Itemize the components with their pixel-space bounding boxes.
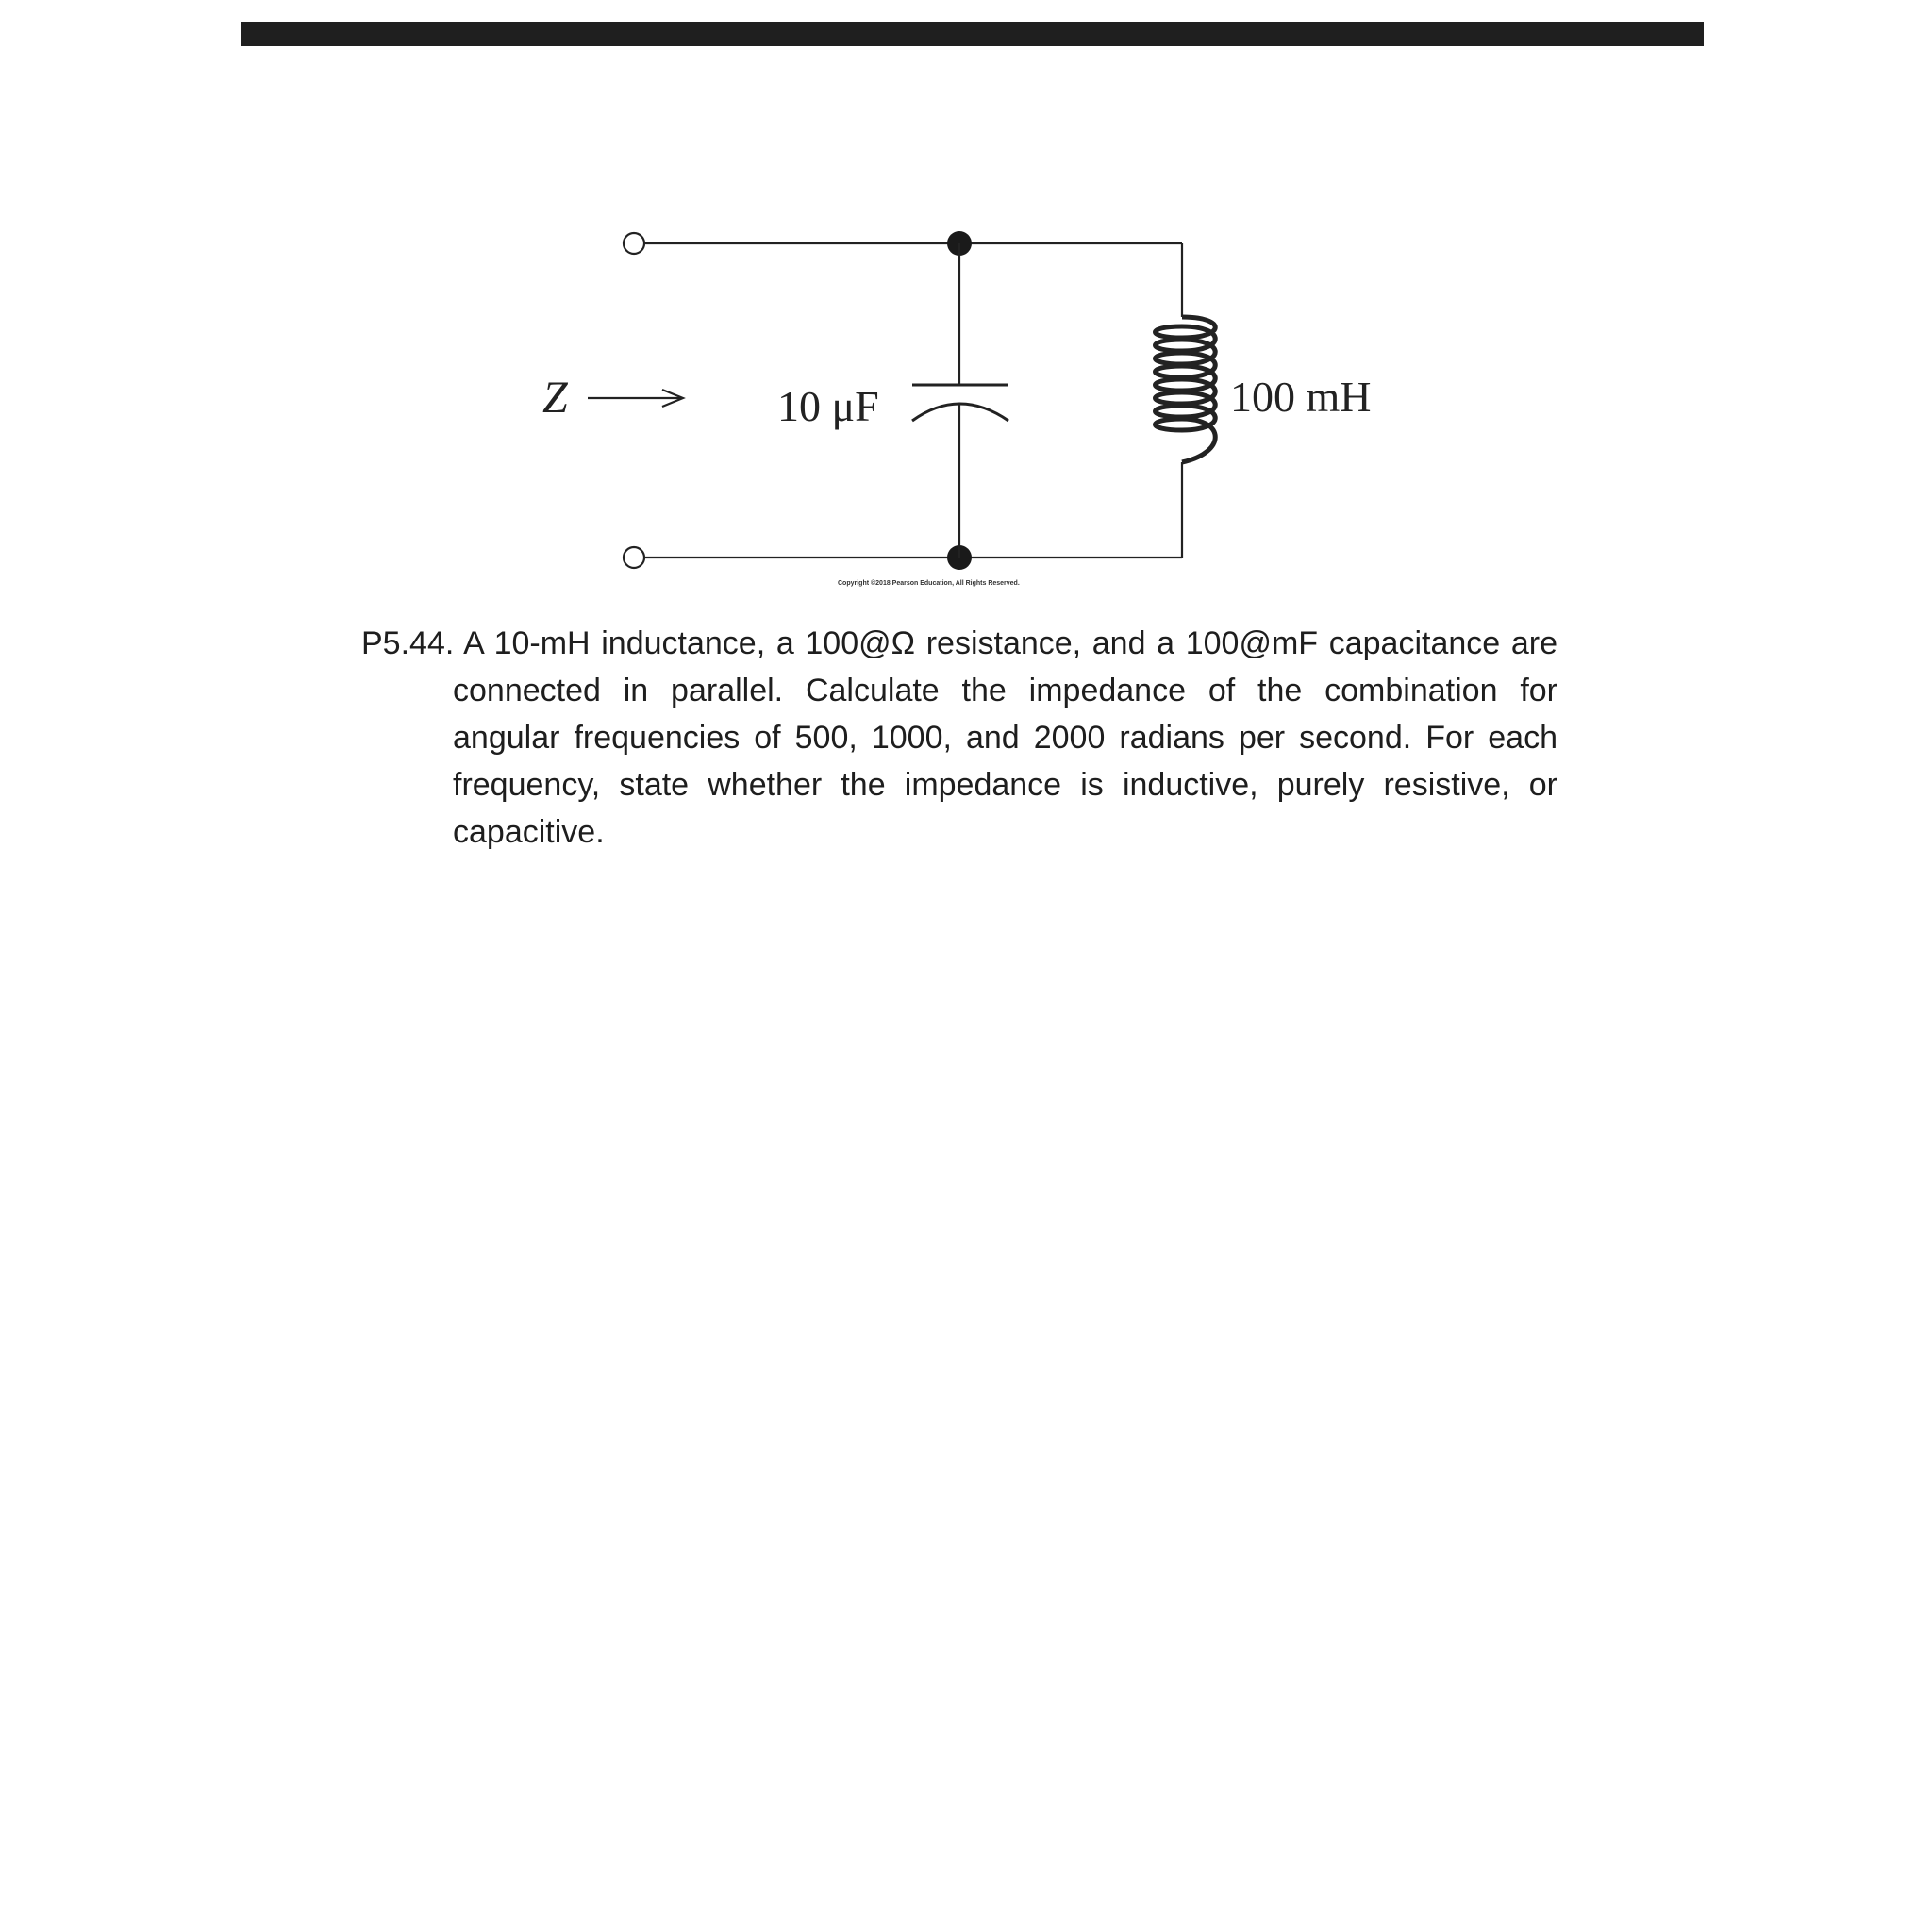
circuit-figure: [0, 0, 1932, 604]
problem-number: P5.44.: [361, 625, 455, 661]
capacitor-label: 10 μF: [777, 382, 879, 430]
problem-line-1: [361, 620, 1557, 667]
problem-text-line-5: capacitive.: [453, 814, 605, 850]
problem-text-line-4: frequency, state whether the impedance is inductive, purely resistive, or: [453, 767, 1557, 803]
inductor-label: 100 mH: [1230, 373, 1372, 421]
inductor-coil: [1156, 317, 1216, 462]
copyright-notice: Copyright ©2018 Pearson Education, All Rights Reserved.: [838, 580, 1020, 587]
top-terminal: [624, 233, 644, 254]
problem-text-line-2: connected in parallel. Calculate the impedance of the combination for: [453, 673, 1557, 708]
problem-text-line-3: angular frequencies of 500, 1000, and 2000 radians per second. For each: [453, 720, 1557, 756]
problem-statement: [361, 620, 1557, 856]
impedance-label: Z: [542, 373, 568, 423]
bottom-terminal: [624, 547, 644, 568]
problem-text-line-1: A 10-mH inductance, a 100@Ω resistance, and a 100@mF capacitance are: [463, 625, 1557, 661]
